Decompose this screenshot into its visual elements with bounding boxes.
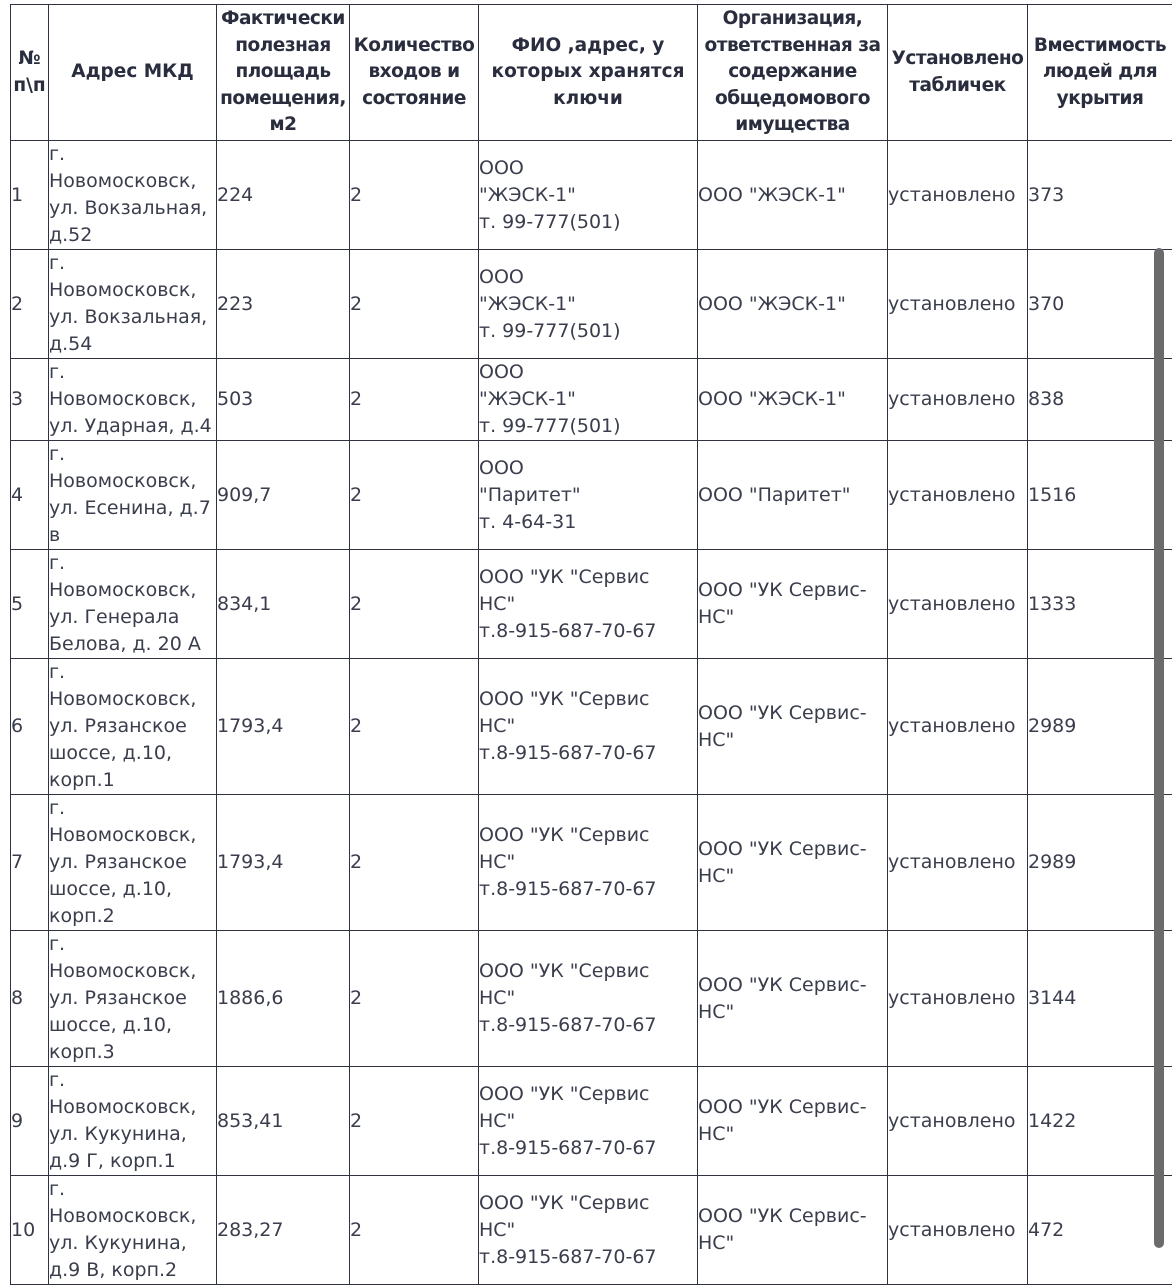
table-row: [11, 441, 1172, 550]
cell-line: т.8-915-687-70-67: [479, 1012, 697, 1039]
cell-signs: установлено: [888, 141, 1028, 250]
header-line: площадь: [217, 59, 349, 86]
cell-line: "ЖЭСК-1": [479, 291, 697, 318]
header-line: п\п: [11, 73, 48, 100]
cell-signs: установлено: [888, 550, 1028, 659]
cell-signs: установлено: [888, 441, 1028, 550]
cell-line: ООО: [479, 264, 697, 291]
cell-line: ООО "УК Сервис-: [698, 1203, 887, 1230]
cell-area: 909,7: [217, 441, 350, 550]
header-address: [49, 5, 217, 141]
cell-line: т.8-915-687-70-67: [479, 618, 697, 645]
cell-address: [49, 659, 217, 795]
cell-line: ООО "УК Сервис-: [698, 577, 887, 604]
cell-line: ООО "УК "Сервис: [479, 1081, 697, 1108]
header-num: [11, 5, 49, 141]
table-row: [11, 931, 1172, 1067]
cell-org: [698, 250, 888, 359]
cell-line: г.: [49, 931, 216, 958]
header-line: общедомового: [698, 86, 887, 113]
header-keys: [479, 5, 698, 141]
cell-line: ООО "УК "Сервис: [479, 564, 697, 591]
cell-line: Новомосковск,: [49, 168, 216, 195]
cell-line: ООО "УК "Сервис: [479, 686, 697, 713]
header-line: Организация,: [698, 6, 887, 33]
header-line: ключи: [479, 86, 697, 113]
cell-num: 4: [11, 441, 49, 550]
cell-line: г.: [49, 550, 216, 577]
cell-org: [698, 441, 888, 550]
cell-line: шоссе, д.10,: [49, 1012, 216, 1039]
cell-line: ул. Рязанское: [49, 849, 216, 876]
cell-line: Новомосковск,: [49, 686, 216, 713]
cell-signs: установлено: [888, 1176, 1028, 1285]
cell-line: ООО "УК "Сервис: [479, 822, 697, 849]
cell-line: ООО: [479, 359, 697, 386]
cell-address: [49, 550, 217, 659]
cell-num: 2: [11, 250, 49, 359]
header-line: помещения,: [217, 86, 349, 113]
cell-line: ООО "УК "Сервис: [479, 1190, 697, 1217]
cell-org: [698, 141, 888, 250]
cell-line: ООО "УК Сервис-: [698, 972, 887, 999]
cell-line: Новомосковск,: [49, 468, 216, 495]
cell-address: [49, 141, 217, 250]
cell-num: 9: [11, 1067, 49, 1176]
cell-line: г.: [49, 659, 216, 686]
cell-line: НС": [479, 1108, 697, 1135]
cell-capacity: 3144: [1028, 931, 1172, 1067]
header-line: ответственная за: [698, 33, 887, 60]
cell-line: НС": [479, 1217, 697, 1244]
cell-capacity: 1516: [1028, 441, 1172, 550]
cell-line: ул. Есенина, д.7: [49, 495, 216, 522]
header-line: №: [11, 46, 48, 73]
cell-entrances: 2: [350, 795, 479, 931]
cell-entrances: 2: [350, 441, 479, 550]
cell-line: ООО "УК Сервис-: [698, 1094, 887, 1121]
table-row: [11, 795, 1172, 931]
cell-capacity: 1333: [1028, 550, 1172, 659]
header-line: входов и: [350, 59, 478, 86]
cell-line: т. 4-64-31: [479, 509, 697, 536]
cell-signs: установлено: [888, 250, 1028, 359]
header-line: укрытия: [1028, 86, 1172, 113]
table-body: [11, 141, 1172, 1285]
cell-line: НС": [698, 604, 887, 631]
cell-line: ул. Ударная, д.4: [49, 413, 216, 440]
header-line: м2: [217, 112, 349, 139]
cell-line: г.: [49, 795, 216, 822]
cell-line: Новомосковск,: [49, 577, 216, 604]
cell-org: [698, 1176, 888, 1285]
cell-num: 8: [11, 931, 49, 1067]
cell-area: 1886,6: [217, 931, 350, 1067]
header-line: состояние: [350, 86, 478, 113]
cell-line: корп.3: [49, 1039, 216, 1066]
cell-area: 223: [217, 250, 350, 359]
cell-line: ООО: [479, 455, 697, 482]
cell-line: "Паритет": [479, 482, 697, 509]
cell-org: [698, 359, 888, 441]
cell-keys: [479, 659, 698, 795]
cell-line: Новомосковск,: [49, 1094, 216, 1121]
cell-line: НС": [698, 863, 887, 890]
cell-line: корп.2: [49, 903, 216, 930]
table-row: [11, 359, 1172, 441]
cell-area: 224: [217, 141, 350, 250]
cell-line: д.54: [49, 331, 216, 358]
header-line: Фактически: [217, 6, 349, 33]
cell-org: [698, 795, 888, 931]
header-line: которых хранятся: [479, 59, 697, 86]
cell-line: "ЖЭСК-1": [479, 182, 697, 209]
cell-line: г.: [49, 359, 216, 386]
cell-area: 1793,4: [217, 795, 350, 931]
header-line: Количество: [350, 33, 478, 60]
cell-signs: установлено: [888, 1067, 1028, 1176]
header-area: [217, 5, 350, 141]
cell-line: шоссе, д.10,: [49, 876, 216, 903]
cell-line: т.8-915-687-70-67: [479, 876, 697, 903]
cell-line: д.9 В, корп.2: [49, 1257, 216, 1284]
cell-line: т.8-915-687-70-67: [479, 1244, 697, 1271]
table-row: [11, 250, 1172, 359]
cell-keys: [479, 441, 698, 550]
header-entrances: [350, 5, 479, 141]
cell-address: [49, 359, 217, 441]
cell-line: НС": [479, 713, 697, 740]
cell-entrances: 2: [350, 931, 479, 1067]
cell-entrances: 2: [350, 250, 479, 359]
cell-line: Новомосковск,: [49, 1203, 216, 1230]
cell-line: ООО: [479, 155, 697, 182]
cell-line: ул. Кукунина,: [49, 1121, 216, 1148]
cell-line: д.52: [49, 222, 216, 249]
cell-entrances: 2: [350, 659, 479, 795]
cell-area: 283,27: [217, 1176, 350, 1285]
cell-keys: [479, 141, 698, 250]
cell-area: 853,41: [217, 1067, 350, 1176]
cell-line: Новомосковск,: [49, 822, 216, 849]
cell-line: г.: [49, 1176, 216, 1203]
cell-address: [49, 795, 217, 931]
cell-line: ООО "ЖЭСК-1": [698, 386, 887, 413]
header-line: Установлено: [888, 46, 1027, 73]
header-line: табличек: [888, 73, 1027, 100]
cell-entrances: 2: [350, 550, 479, 659]
shelter-table: [10, 4, 1172, 1285]
cell-line: НС": [698, 1230, 887, 1257]
header-row: [11, 5, 1172, 141]
cell-capacity: 2989: [1028, 659, 1172, 795]
table-row: [11, 1067, 1172, 1176]
cell-line: "ЖЭСК-1": [479, 386, 697, 413]
header-line: Адрес МКД: [49, 59, 216, 86]
cell-entrances: 2: [350, 359, 479, 441]
cell-keys: [479, 795, 698, 931]
cell-line: т. 99-777(501): [479, 413, 697, 440]
cell-line: ООО "Паритет": [698, 482, 887, 509]
cell-line: НС": [479, 849, 697, 876]
cell-num: 5: [11, 550, 49, 659]
cell-line: ООО "УК Сервис-: [698, 700, 887, 727]
cell-entrances: 2: [350, 1176, 479, 1285]
cell-org: [698, 1067, 888, 1176]
cell-org: [698, 550, 888, 659]
cell-entrances: 2: [350, 1067, 479, 1176]
cell-line: ООО "ЖЭСК-1": [698, 291, 887, 318]
header-line: Вместимость: [1028, 33, 1172, 60]
cell-line: ул. Рязанское: [49, 985, 216, 1012]
cell-address: [49, 441, 217, 550]
cell-line: Новомосковск,: [49, 958, 216, 985]
cell-line: ООО "ЖЭСК-1": [698, 182, 887, 209]
cell-line: шоссе, д.10,: [49, 740, 216, 767]
cell-line: НС": [698, 1121, 887, 1148]
cell-org: [698, 931, 888, 1067]
cell-line: Новомосковск,: [49, 386, 216, 413]
cell-line: ул. Рязанское: [49, 713, 216, 740]
cell-line: в: [49, 522, 216, 549]
cell-signs: установлено: [888, 931, 1028, 1067]
cell-num: 10: [11, 1176, 49, 1285]
cell-line: Новомосковск,: [49, 277, 216, 304]
cell-capacity: 472: [1028, 1176, 1172, 1285]
cell-line: ул. Вокзальная,: [49, 304, 216, 331]
cell-line: НС": [698, 727, 887, 754]
header-line: ФИО ,адрес, у: [479, 33, 697, 60]
cell-capacity: 2989: [1028, 795, 1172, 931]
table-row: [11, 1176, 1172, 1285]
cell-address: [49, 1067, 217, 1176]
header-signs: [888, 5, 1028, 141]
cell-signs: установлено: [888, 659, 1028, 795]
cell-line: ООО "УК Сервис-: [698, 836, 887, 863]
header-line: полезная: [217, 33, 349, 60]
table-row: [11, 550, 1172, 659]
cell-line: НС": [479, 985, 697, 1012]
vertical-scrollbar[interactable]: [1154, 248, 1164, 1248]
cell-line: д.9 Г, корп.1: [49, 1148, 216, 1175]
cell-line: т.8-915-687-70-67: [479, 740, 697, 767]
cell-line: Белова, д. 20 А: [49, 631, 216, 658]
table-row: [11, 659, 1172, 795]
cell-area: 1793,4: [217, 659, 350, 795]
cell-num: 3: [11, 359, 49, 441]
header-capacity: [1028, 5, 1172, 141]
cell-line: ул. Кукунина,: [49, 1230, 216, 1257]
cell-address: [49, 1176, 217, 1285]
cell-keys: [479, 1176, 698, 1285]
cell-line: т. 99-777(501): [479, 209, 697, 236]
cell-signs: установлено: [888, 795, 1028, 931]
cell-line: г.: [49, 441, 216, 468]
cell-address: [49, 931, 217, 1067]
cell-org: [698, 659, 888, 795]
cell-area: 834,1: [217, 550, 350, 659]
cell-keys: [479, 1067, 698, 1176]
cell-line: ООО "УК "Сервис: [479, 958, 697, 985]
cell-line: г.: [49, 141, 216, 168]
cell-keys: [479, 250, 698, 359]
header-line: людей для: [1028, 59, 1172, 86]
cell-capacity: 373: [1028, 141, 1172, 250]
header-org: [698, 5, 888, 141]
cell-capacity: 838: [1028, 359, 1172, 441]
header-line: имущества: [698, 112, 887, 139]
cell-line: т. 99-777(501): [479, 318, 697, 345]
cell-line: ул. Генерала: [49, 604, 216, 631]
cell-capacity: 370: [1028, 250, 1172, 359]
cell-area: 503: [217, 359, 350, 441]
cell-signs: установлено: [888, 359, 1028, 441]
table-row: [11, 141, 1172, 250]
cell-num: 7: [11, 795, 49, 931]
header-line: содержание: [698, 59, 887, 86]
cell-keys: [479, 359, 698, 441]
cell-line: ул. Вокзальная,: [49, 195, 216, 222]
cell-num: 1: [11, 141, 49, 250]
cell-line: г.: [49, 250, 216, 277]
cell-line: корп.1: [49, 767, 216, 794]
cell-keys: [479, 550, 698, 659]
cell-num: 6: [11, 659, 49, 795]
cell-keys: [479, 931, 698, 1067]
cell-line: НС": [698, 999, 887, 1026]
cell-line: г.: [49, 1067, 216, 1094]
cell-address: [49, 250, 217, 359]
cell-entrances: 2: [350, 141, 479, 250]
cell-line: т.8-915-687-70-67: [479, 1135, 697, 1162]
cell-line: НС": [479, 591, 697, 618]
cell-capacity: 1422: [1028, 1067, 1172, 1176]
